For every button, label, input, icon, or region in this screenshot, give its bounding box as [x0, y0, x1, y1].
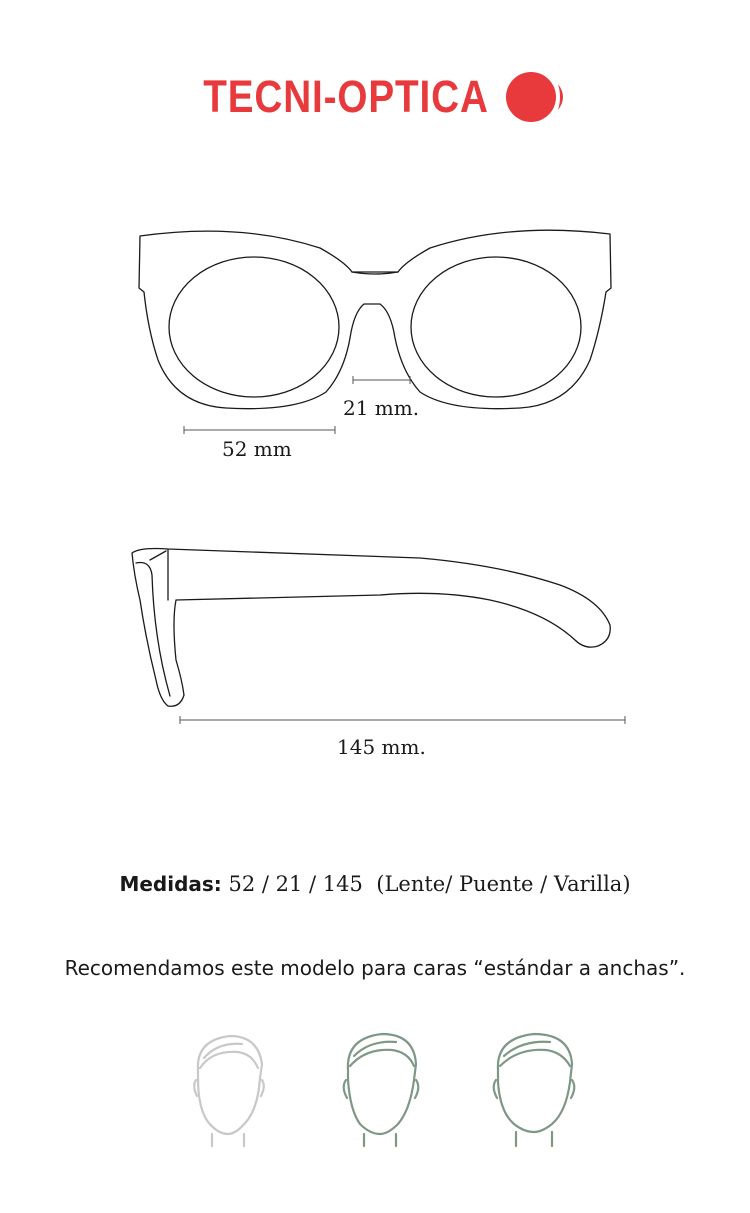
face-shape-icons — [0, 1030, 750, 1160]
measures-values: 52 / 21 / 145 — [228, 872, 363, 896]
narrow-face-icon — [194, 1036, 264, 1146]
standard-face-icon — [344, 1034, 419, 1146]
measures-legend: (Lente/ Puente / Varilla) — [376, 872, 631, 896]
right-lens — [411, 257, 581, 397]
temple-length-label: 145 mm. — [337, 735, 426, 759]
measures-label: Medidas: — [119, 872, 222, 896]
measures-line — [0, 872, 750, 896]
front-frame-outline — [139, 230, 611, 408]
side-frame-outline — [132, 549, 610, 707]
lens-width-label: 52 mm — [222, 437, 292, 461]
bridge-width-label: 21 mm. — [343, 396, 420, 420]
wide-face-icon — [494, 1034, 575, 1146]
brand-name: TECNI-OPTICA — [203, 71, 490, 122]
left-lens — [169, 257, 339, 397]
face-recommendation: Recomendamos este modelo para caras “estándar a anchas”. — [64, 956, 686, 980]
